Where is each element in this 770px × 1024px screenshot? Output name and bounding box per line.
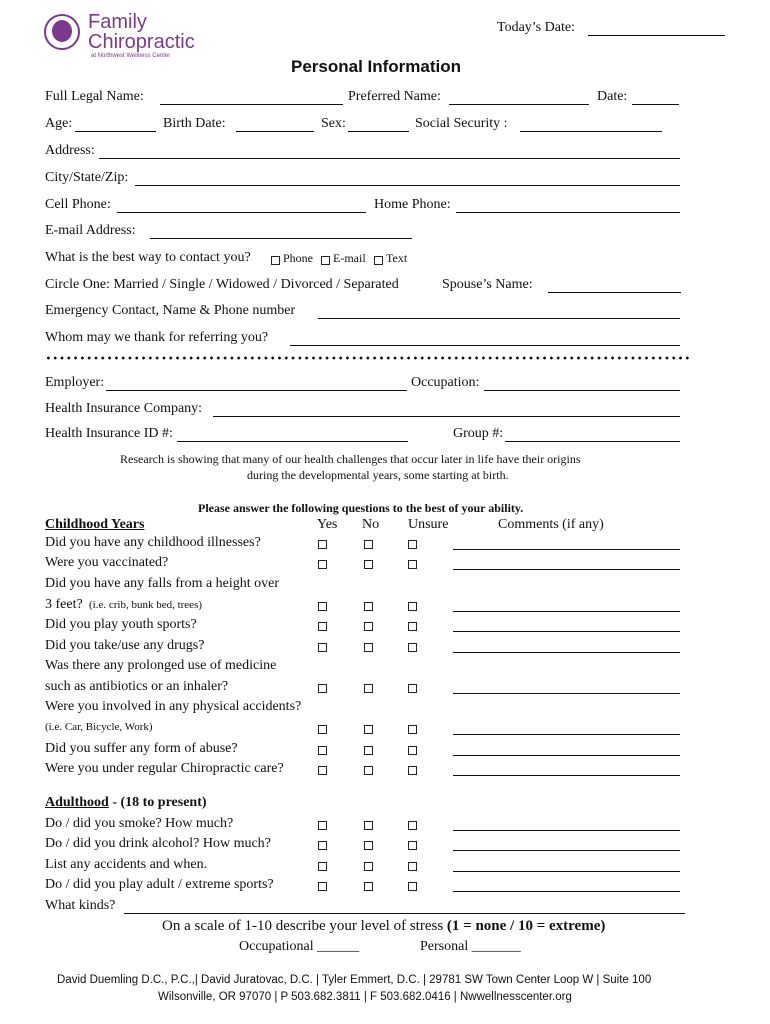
- emergency-contact-label: Emergency Contact, Name & Phone number: [45, 303, 296, 318]
- contact-phone-checkbox[interactable]: [271, 256, 280, 265]
- childhood-q7-example: (i.e. Car, Bicycle, Work): [45, 721, 153, 733]
- contact-question: What is the best way to contact you?: [45, 250, 251, 265]
- childhood-q7-unsure[interactable]: [408, 725, 417, 734]
- childhood-q6-comment[interactable]: [453, 693, 680, 694]
- contact-email-label: E-mail: [333, 251, 366, 265]
- sex-field[interactable]: [348, 131, 409, 132]
- childhood-q1-yes[interactable]: [318, 540, 327, 549]
- stress-question: [162, 918, 605, 935]
- cell-phone-label: Cell Phone:: [45, 197, 111, 212]
- social-security-label: Social Security :: [415, 116, 508, 131]
- childhood-q1-no[interactable]: [364, 540, 373, 549]
- brand-name-line1: Family: [88, 11, 147, 33]
- childhood-q3-example: (i.e. crib, bunk bed, trees): [89, 599, 203, 611]
- col-unsure: Unsure: [408, 517, 449, 532]
- childhood-q6-unsure[interactable]: [408, 684, 417, 693]
- adulthood-q1-comment[interactable]: [453, 830, 680, 831]
- home-phone-label: Home Phone:: [374, 197, 451, 212]
- childhood-q8: Did you suffer any form of abuse?: [45, 741, 238, 756]
- childhood-q5-yes[interactable]: [318, 643, 327, 652]
- childhood-q1-unsure[interactable]: [408, 540, 417, 549]
- brand-tagline: at Northwest Wellness Center: [91, 53, 171, 59]
- email-field[interactable]: [150, 238, 412, 239]
- insurance-company-field[interactable]: [213, 416, 680, 417]
- referral-label: Whom may we thank for referring you?: [45, 330, 269, 345]
- home-phone-field[interactable]: [456, 212, 680, 213]
- date-field[interactable]: [632, 104, 679, 105]
- adulthood-q2-no[interactable]: [364, 841, 373, 850]
- childhood-q5: Did you take/use any drugs?: [45, 638, 205, 653]
- emergency-contact-field[interactable]: [318, 318, 680, 319]
- adulthood-q5: What kinds?: [45, 898, 116, 913]
- adulthood-q2-yes[interactable]: [318, 841, 327, 850]
- childhood-q1-comment[interactable]: [453, 549, 680, 550]
- insurance-id-field[interactable]: [177, 441, 408, 442]
- childhood-q3-unsure[interactable]: [408, 602, 417, 611]
- childhood-q7-line1: Were you involved in any physical accidents?: [45, 699, 302, 714]
- stress-scale: (1 = none / 10 = extreme): [446, 918, 606, 934]
- childhood-q8-comment[interactable]: [453, 755, 680, 756]
- adulthood-q4: Do / did you play adult / extreme sports?: [45, 877, 274, 892]
- research-text-line1: Research is showing that many of our health challenges that occur later in life have their origins: [120, 452, 581, 466]
- col-comments: Comments (if any): [498, 517, 604, 532]
- insurance-id-label: Health Insurance ID #:: [45, 426, 173, 441]
- childhood-q4-yes[interactable]: [318, 622, 327, 631]
- age-label: Age:: [45, 116, 73, 131]
- childhood-q8-unsure[interactable]: [408, 746, 417, 755]
- full-legal-name-label: Full Legal Name:: [45, 89, 144, 104]
- childhood-q3-yes[interactable]: [318, 602, 327, 611]
- adulthood-q1-no[interactable]: [364, 821, 373, 830]
- employer-label: Employer:: [45, 375, 105, 390]
- address-field[interactable]: [99, 158, 680, 159]
- sex-label: Sex:: [321, 116, 346, 131]
- adulthood-q4-yes[interactable]: [318, 882, 327, 891]
- childhood-q5-unsure[interactable]: [408, 643, 417, 652]
- adulthood-q4-no[interactable]: [364, 882, 373, 891]
- childhood-q2-comment[interactable]: [453, 569, 680, 570]
- childhood-q2-no[interactable]: [364, 560, 373, 569]
- adulthood-q3: List any accidents and when.: [45, 857, 208, 872]
- childhood-q2: Were you vaccinated?: [45, 555, 169, 570]
- footer-line2: Wilsonville, OR 97070 | P 503.682.3811 | F 503.682.0416 | Nwwellnesscenter.org: [158, 991, 572, 1003]
- adulthood-heading: [45, 795, 207, 811]
- adulthood-q3-comment[interactable]: [453, 871, 680, 872]
- stress-question-text: On a scale of 1-10 describe your level of stress: [162, 918, 444, 934]
- footer-line1: David Duemling D.C., P.C.,| David Juratovac, D.C. | Tyler Emmert, D.C. | 29781 SW Town Center Loop W | Suite 100: [57, 974, 652, 986]
- dotted-divider: [45, 356, 690, 360]
- childhood-q4: Did you play youth sports?: [45, 617, 197, 632]
- adulthood-q4-comment[interactable]: [453, 891, 680, 892]
- childhood-q4-no[interactable]: [364, 622, 373, 631]
- insurance-company-label: Health Insurance Company:: [45, 401, 203, 416]
- adulthood-q1-unsure[interactable]: [408, 821, 417, 830]
- contact-email-checkbox[interactable]: [321, 256, 330, 265]
- adulthood-q1-yes[interactable]: [318, 821, 327, 830]
- childhood-q3-line1: Did you have any falls from a height over: [45, 576, 280, 591]
- col-yes: Yes: [317, 517, 338, 532]
- todays-date-field[interactable]: [588, 35, 725, 36]
- childhood-q4-unsure[interactable]: [408, 622, 417, 631]
- childhood-q5-comment[interactable]: [453, 652, 680, 653]
- social-security-field[interactable]: [520, 131, 662, 132]
- childhood-q9-unsure[interactable]: [408, 766, 417, 775]
- page-title: Personal Information: [291, 57, 462, 76]
- childhood-q6-line2: such as antibiotics or an inhaler?: [45, 679, 229, 694]
- birth-date-label: Birth Date:: [163, 116, 226, 131]
- contact-text-checkbox[interactable]: [374, 256, 383, 265]
- logo-figure-icon: [52, 20, 72, 42]
- adulthood-q3-unsure[interactable]: [408, 862, 417, 871]
- adulthood-q2: Do / did you drink alcohol? How much?: [45, 836, 271, 851]
- occupation-field[interactable]: [484, 390, 680, 391]
- adulthood-q3-no[interactable]: [364, 862, 373, 871]
- adulthood-q2-unsure[interactable]: [408, 841, 417, 850]
- employer-field[interactable]: [106, 390, 407, 391]
- cell-phone-field[interactable]: [117, 212, 366, 213]
- adulthood-heading-suffix: - (18 to present): [108, 795, 207, 810]
- childhood-q8-no[interactable]: [364, 746, 373, 755]
- col-no: No: [362, 517, 380, 532]
- childhood-q9-no[interactable]: [364, 766, 373, 775]
- adulthood-q2-comment[interactable]: [453, 850, 680, 851]
- childhood-q5-no[interactable]: [364, 643, 373, 652]
- childhood-q8-yes[interactable]: [318, 746, 327, 755]
- group-field[interactable]: [505, 441, 680, 442]
- childhood-heading: Childhood Years: [45, 517, 145, 532]
- todays-date-label: Today’s Date:: [497, 20, 575, 35]
- adulthood-q3-yes[interactable]: [318, 862, 327, 871]
- spouse-name-label: Spouse’s Name:: [442, 277, 533, 292]
- questions-instruction: Please answer the following questions to the best of your ability.: [198, 501, 524, 515]
- date-label: Date:: [597, 89, 628, 104]
- contact-text-label: Text: [386, 251, 408, 265]
- adulthood-heading-main: Adulthood: [45, 795, 109, 810]
- spouse-name-field[interactable]: [548, 292, 681, 293]
- childhood-q4-comment[interactable]: [453, 631, 680, 632]
- childhood-q3-line2: 3 feet?: [45, 597, 83, 612]
- childhood-q3-no[interactable]: [364, 602, 373, 611]
- full-legal-name-field[interactable]: [160, 104, 343, 105]
- preferred-name-field[interactable]: [449, 104, 589, 105]
- group-label: Group #:: [453, 426, 504, 441]
- childhood-q7-yes[interactable]: [318, 725, 327, 734]
- occupation-label: Occupation:: [411, 375, 480, 390]
- research-text-line2: during the developmental years, some starting at birth.: [247, 468, 509, 482]
- contact-phone-label: Phone: [283, 251, 313, 265]
- email-label: E-mail Address:: [45, 223, 136, 238]
- childhood-q9-yes[interactable]: [318, 766, 327, 775]
- childhood-q7-no[interactable]: [364, 725, 373, 734]
- city-state-zip-label: City/State/Zip:: [45, 170, 129, 185]
- age-field[interactable]: [75, 131, 156, 132]
- childhood-q9-comment[interactable]: [453, 775, 680, 776]
- childhood-q1: Did you have any childhood illnesses?: [45, 535, 261, 550]
- address-label: Address:: [45, 143, 95, 158]
- childhood-q9: Were you under regular Chiropractic care?: [45, 761, 284, 776]
- adulthood-q5-field[interactable]: [124, 913, 685, 914]
- birth-date-field[interactable]: [236, 131, 314, 132]
- childhood-q2-unsure[interactable]: [408, 560, 417, 569]
- preferred-name-label: Preferred Name:: [348, 89, 441, 104]
- childhood-q7-comment[interactable]: [453, 734, 680, 735]
- adulthood-q1: Do / did you smoke? How much?: [45, 816, 234, 831]
- childhood-q6-line1: Was there any prolonged use of medicine: [45, 658, 277, 673]
- stress-personal[interactable]: Personal _______: [420, 939, 521, 954]
- stress-occupational[interactable]: Occupational ______: [239, 939, 360, 954]
- brand-name-line2: Chiropractic: [88, 31, 195, 53]
- childhood-q6-no[interactable]: [364, 684, 373, 693]
- adulthood-q4-unsure[interactable]: [408, 882, 417, 891]
- childhood-q3-comment[interactable]: [453, 611, 680, 612]
- childhood-q6-yes[interactable]: [318, 684, 327, 693]
- city-state-zip-field[interactable]: [135, 185, 680, 186]
- childhood-q2-yes[interactable]: [318, 560, 327, 569]
- referral-field[interactable]: [290, 345, 680, 346]
- marital-status-options[interactable]: Circle One: Married / Single / Widowed / Divorced / Separated: [45, 277, 399, 292]
